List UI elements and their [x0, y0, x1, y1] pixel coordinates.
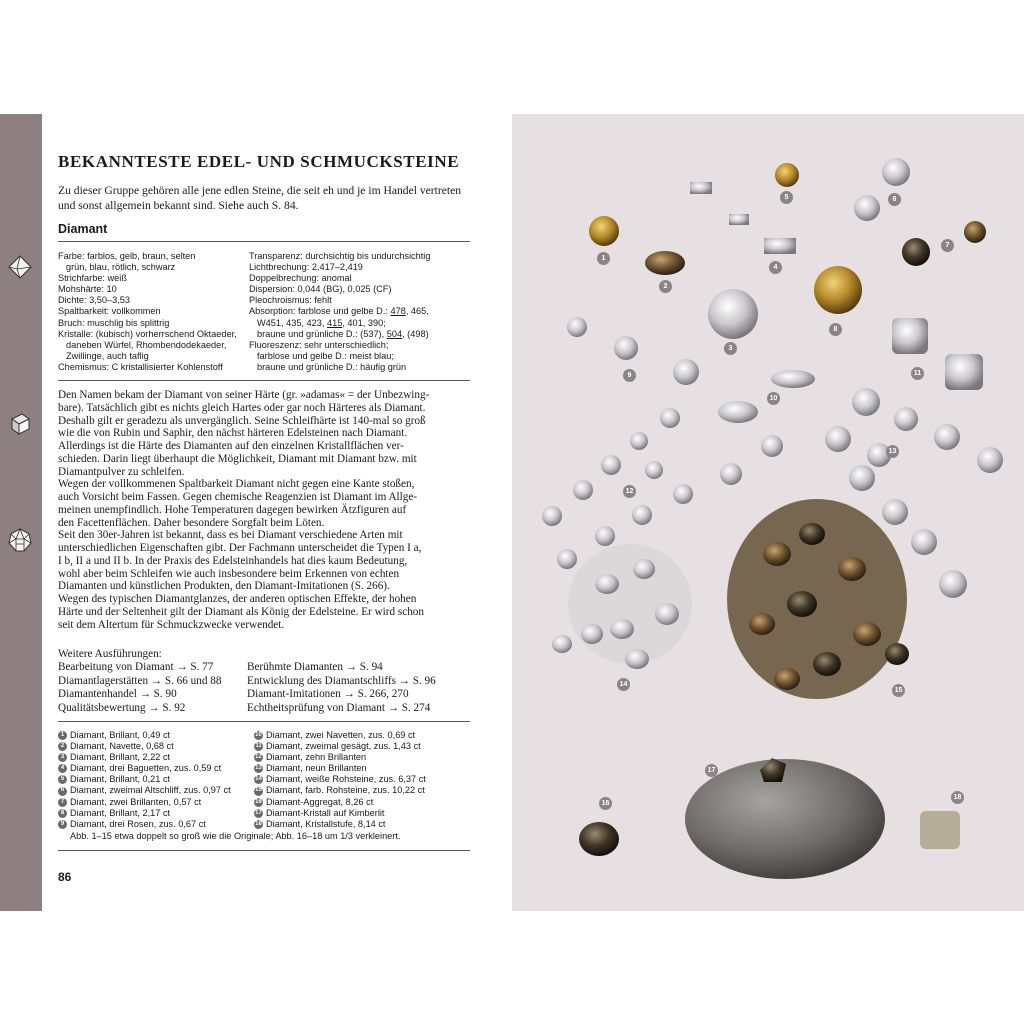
cross-reference-link[interactable]: Entwicklung des Diamantschliffs → S. 96 — [247, 674, 436, 687]
text-page — [58, 114, 470, 911]
caption-item: 5 Diamant, Brillant, 0,21 ct — [58, 774, 231, 785]
cross-reference-link[interactable]: Diamantlagerstätten → S. 66 und 88 — [58, 674, 222, 687]
gem-brilliant-8 — [814, 266, 862, 314]
cube-crystal-icon — [7, 411, 33, 437]
figure-label-15: 15 — [892, 684, 905, 697]
figure-label-14: 14 — [617, 678, 630, 691]
gem-brilliant-12 — [673, 484, 693, 504]
gem-sawn-11b — [945, 354, 983, 390]
caption-item: 11 Diamant, zweimal gesägt, zus. 1,43 ct — [255, 741, 421, 752]
figure-label-10: 10 — [767, 392, 780, 405]
chapter-strip — [0, 114, 42, 911]
gem-brilliant-13 — [849, 465, 875, 491]
section-heading: Diamant — [58, 222, 108, 236]
divider — [58, 380, 470, 381]
caption-item: 6 Diamant, zweimal Altschliff, zus. 0,97 ct — [58, 785, 231, 796]
divider — [58, 241, 470, 242]
gem-brilliant-12 — [601, 455, 621, 475]
gem-brilliant-13 — [939, 570, 967, 598]
gem-brilliant-13 — [852, 388, 880, 416]
figure-label-2: 2 — [659, 280, 672, 293]
diamond-crystal-group-18 — [920, 811, 960, 849]
octahedron-crystal-icon — [7, 254, 33, 280]
diamond-aggregate-16 — [579, 822, 619, 856]
cross-reference-list — [247, 661, 436, 715]
gem-altschliff-6a — [882, 158, 910, 186]
gem-brilliant-13 — [934, 424, 960, 450]
cross-reference-link[interactable]: Echtheitsprüfung von Diamant → S. 274 — [247, 701, 431, 714]
cross-reference-link[interactable]: Bearbeitung von Diamant → S. 77 — [58, 661, 214, 673]
caption-legend-left — [58, 730, 231, 830]
gem-sawn-11a — [892, 318, 928, 354]
cross-reference-link[interactable]: Diamant-Imitationen → S. 266, 270 — [247, 688, 409, 701]
figure-label-18: 18 — [951, 791, 964, 804]
gem-rough-white-14 — [552, 635, 572, 653]
figure-label-6: 6 — [888, 193, 901, 206]
gem-rough-white-14 — [633, 559, 655, 579]
gem-brilliant-7b — [964, 221, 986, 243]
gem-brilliant-1 — [589, 216, 619, 246]
gem-navette-2 — [645, 251, 685, 275]
page-number: 86 — [58, 870, 72, 884]
gem-brilliant-13 — [761, 435, 783, 457]
gem-rough-white-14 — [655, 603, 679, 625]
gem-rough-brown-15 — [885, 643, 909, 665]
body-text: Den Namen bekam der Diamant von seiner Härte (gr. »adamas« = der Unbezwing- bare). Tatsächlich gibt es nichts gleich Hartes oder gar noch Härteres als Diamant. Deshalb gilt er geradezu als unvergänglich. Seine Schleifhärte ist 140-mal so groß wie die von Rubin und Saphir, den nächst härteren Edelsteinen nach Diamant. Allerdings ist die Härte des Diamanten auf den einzelnen Kristallflächen ver- schieden. Darin liegt überhaupt die Möglichkeit, Diamant mit Diamant bzw. mit Diamantpulver zu schleifen. Wegen der vollkommenen Spaltbarkeit Diamant nicht gegen eine Kante stoßen, auch Vorsicht beim Fassen. Gegen chemische Reagenzien ist Diamant im Allge- meinen unempfindlich. Hohe Temperaturen dagegen bewirken Ätzfiguren auf den Facettenflächen. Daher besondere Sorgfalt beim Löten. Seit den 30er-Jahren ist bekannt, dass es bei Diamant verschiedene Arten mit unterschiedlichen Eigenschaften gibt. Der Fachmann unterscheidet die Typen I a, I b, II a und II b. In der Praxis des Edelsteinhandels hat dies kaum Bedeutung, wohl aber beim Schleifen wie auch insbesondere beim Erkennen von echten Diamanten und künstlichen Produkten, den Diamant-Imitationen (S. 266). Wegen des typischen Diamantglanzes, der anderen optischen Effekte, der hohen Härte und der Seltenheit gilt der Diamant als König der Edelsteine. Er wird schon seit dem Altertum für Schmuckzwecke verwendet. — [58, 389, 430, 631]
figure-label-1: 1 — [597, 252, 610, 265]
figure-label-11: 11 — [911, 367, 924, 380]
gem-brilliant-13 — [894, 407, 918, 431]
gem-brilliant-12 — [595, 526, 615, 546]
gem-rough-brown-15 — [799, 523, 825, 545]
caption-item: 18 Diamant, Kristallstufe, 8,14 ct — [255, 818, 386, 829]
gem-brilliant-5 — [775, 163, 799, 187]
figure-label-5: 5 — [780, 191, 793, 204]
properties-right: Transparenz: durchsichtig bis undurchsichtig Lichtbrechung: 2,417–2,419 Doppelbrechung: anomal Dispersion: 0,044 (BG), 0,025 (CF) Pleochroismus: fehlt Absorption: farblose und gelbe D.: 478, 465, W451, 435, 423, 415, 401, 390; braune und grünliche D.: (537), 504, (498) Fluoreszenz: sehr unterschiedlich; farblose und gelbe D.: meist blau; braune und grünliche D.: häufig grün — [249, 251, 431, 372]
caption-item: 14 Diamant, weiße Rohsteine, zus. 6,37 ct — [255, 774, 426, 785]
caption-item: 13 Diamant, neun Brillanten — [255, 763, 367, 774]
gem-brilliant-12 — [542, 506, 562, 526]
gem-baguette-4c — [764, 238, 796, 254]
gem-brilliant-13 — [977, 447, 1003, 473]
gem-brilliant-12 — [630, 432, 648, 450]
kimberlite-rock-17 — [685, 759, 885, 879]
caption-item: 3 Diamant, Brillant, 2,22 ct — [58, 752, 231, 763]
gem-rough-brown-15 — [763, 542, 791, 566]
gem-baguette-4b — [729, 214, 749, 225]
caption-item: 1 Diamant, Brillant, 0,49 ct — [58, 730, 231, 741]
caption-item: 10 Diamant, zwei Navetten, zus. 0,69 ct — [255, 730, 416, 740]
gem-rough-brown-15 — [787, 591, 817, 617]
page-title: BEKANNTESTE EDEL- UND SCHMUCKSTEINE — [58, 152, 460, 171]
gem-rough-brown-15 — [774, 668, 800, 690]
gem-rose-9a — [567, 317, 587, 337]
gem-rose-9c — [673, 359, 699, 385]
gem-brilliant-13 — [882, 499, 908, 525]
caption-item: 17 Diamant-Kristall auf Kimberlit — [255, 807, 385, 818]
caption-legend-right — [254, 730, 426, 830]
gem-navette-10a — [771, 370, 815, 388]
gem-rough-white-14 — [581, 624, 603, 644]
gem-rough-brown-15 — [813, 652, 841, 676]
gem-rough-brown-15 — [853, 622, 881, 646]
figure-label-3: 3 — [724, 342, 737, 355]
gem-brilliant-3 — [708, 289, 758, 339]
gem-brilliant-13 — [911, 529, 937, 555]
gem-brilliant-13 — [825, 426, 851, 452]
gem-rough-white-14 — [568, 544, 692, 664]
gem-rough-white-14 — [610, 619, 634, 639]
gem-brilliant-12 — [557, 549, 577, 569]
intro-paragraph: Zu dieser Gruppe gehören alle jene edlen Steine, die seit eh und je im Handel vertreten und sonst allgemein bekannt sind. Siehe auch S. 84. — [58, 184, 462, 212]
cross-reference-link[interactable]: Qualitätsbewertung → S. 92 — [58, 701, 186, 714]
figure-label-16: 16 — [599, 797, 612, 810]
gem-brilliant-12 — [573, 480, 593, 500]
divider — [58, 850, 470, 851]
dodecahedron-crystal-icon — [7, 527, 33, 553]
figure-label-17: 17 — [705, 764, 718, 777]
cross-reference-list — [58, 661, 221, 715]
gem-rough-white-14 — [595, 574, 619, 594]
figure-label-13: 13 — [886, 445, 899, 458]
gem-brilliant-7a — [902, 238, 930, 266]
divider — [58, 721, 470, 722]
cross-reference-title: Weitere Ausführungen: — [58, 648, 162, 660]
caption-item: 9 Diamant, drei Rosen, zus. 0,67 ct — [58, 819, 231, 830]
gem-brilliant-12 — [660, 408, 680, 428]
caption-item: 12 Diamant, zehn Brillanten — [255, 752, 367, 763]
cross-reference-link[interactable]: Berühmte Diamanten → S. 94 — [247, 661, 383, 673]
gem-photograph — [512, 114, 1024, 911]
gem-rough-white-14 — [625, 649, 649, 669]
caption-item: 15 Diamant, farb. Rohsteine, zus. 10,22 ct — [255, 785, 425, 796]
figure-label-4: 4 — [769, 261, 782, 274]
cross-reference-link[interactable]: Diamantenhandel → S. 90 — [58, 688, 177, 701]
properties-left: Farbe: farblos, gelb, braun, selten grün, blau, rötlich, schwarz Strichfarbe: weiß Mohshärte: 10 Dichte: 3,50–3,53 Spaltbarkeit: vollkommen Bruch: muschlig bis splittrig Kristalle: (kubisch) vorherrschend Oktaeder, daneben Würfel, Rhombendodekaeder, Zwillinge, auch taflig Chemismus: C kristallisierter Kohlenstoff — [58, 251, 237, 372]
gem-rough-brown-15 — [838, 557, 866, 581]
gem-rose-9b — [614, 336, 638, 360]
gem-altschliff-6b — [854, 195, 880, 221]
gem-navette-10b — [718, 401, 758, 423]
gem-brilliant-12 — [645, 461, 663, 479]
gem-baguette-4a — [690, 182, 712, 194]
figure-label-7: 7 — [941, 239, 954, 252]
gem-photo-plate — [512, 114, 1024, 911]
caption-item: 7 Diamant, zwei Brillanten, 0,57 ct — [58, 797, 231, 808]
figure-label-8: 8 — [829, 323, 842, 336]
figure-label-12: 12 — [623, 485, 636, 498]
gem-brilliant-12 — [632, 505, 652, 525]
caption-note: Abb. 1–15 etwa doppelt so groß wie die Originale; Abb. 16–18 um 1/3 verkleinert. — [70, 831, 401, 841]
caption-item: 4 Diamant, drei Baguetten, zus. 0,59 ct — [58, 763, 231, 774]
gem-rough-brown-15 — [749, 613, 775, 635]
figure-label-9: 9 — [623, 369, 636, 382]
caption-item: 2 Diamant, Navette, 0,68 ct — [58, 741, 231, 752]
caption-item: 8 Diamant, Brillant, 2,17 ct — [58, 808, 231, 819]
gem-brilliant-13 — [720, 463, 742, 485]
caption-item: 16 Diamant-Aggregat, 8,26 ct — [255, 796, 374, 807]
